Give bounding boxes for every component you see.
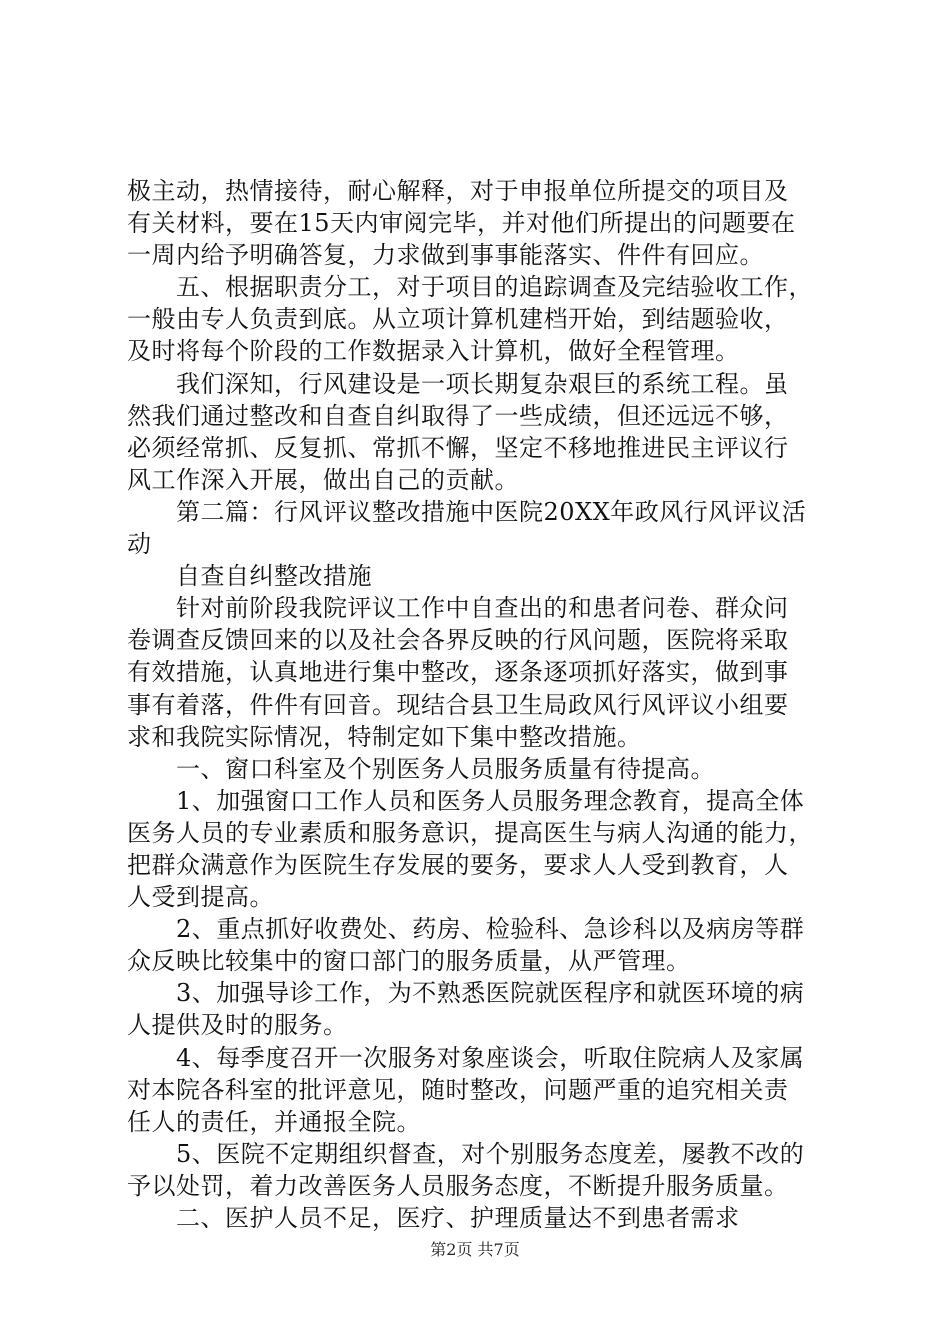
text-line: 五、根据职责分工，对于项目的追踪调查及完结验收工作， bbox=[127, 273, 813, 302]
text-line: 一、窗口科室及个别医务人员服务质量有待提高。 bbox=[127, 754, 715, 783]
page-number-footer: 第2页 共7页 bbox=[430, 1240, 520, 1259]
text-line: 人受到提高。 bbox=[127, 883, 274, 912]
text-line: 一般由专人负责到底。从立项计算机建档开始，到结题验收， bbox=[127, 305, 789, 334]
text-line: 医务人员的专业素质和服务意识，提高医生与病人沟通的能力， bbox=[127, 818, 813, 847]
text-line: 必须经常抓、反复抓、常抓不懈，坚定不移地推进民主评议行 bbox=[127, 433, 789, 462]
text-line: 我们深知，行风建设是一项长期复杂艰巨的系统工程。虽 bbox=[127, 369, 789, 398]
text-line: 1、加强窗口工作人员和医务人员服务理念教育，提高全体 bbox=[127, 786, 805, 815]
text-line: 一周内给予明确答复，力求做到事事能落实、件件有回应。 bbox=[127, 241, 764, 270]
text-line: 卷调查反馈回来的以及社会各界反映的行风问题，医院将采取 bbox=[127, 626, 789, 655]
subheading-line: 自查自纠整改措施 bbox=[127, 562, 372, 591]
text-line: 把群众满意作为医院生存发展的要务，要求人人受到教育，人 bbox=[127, 850, 789, 879]
section-heading-line: 动 bbox=[127, 530, 152, 559]
text-line: 予以处罚，着力改善医务人员服务态度，不断提升服务质量。 bbox=[127, 1171, 789, 1200]
text-line: 及时将每个阶段的工作数据录入计算机，做好全程管理。 bbox=[127, 337, 740, 366]
text-line: 有效措施，认真地进行集中整改，逐条逐项抓好落实，做到事 bbox=[127, 658, 789, 687]
text-line: 5、医院不定期组织督查，对个别服务态度差，屡教不改的 bbox=[127, 1139, 805, 1168]
section-heading-line: 第二篇：行风评议整改措施中医院20XX年政风行风评议活 bbox=[127, 497, 807, 526]
text-line: 4、每季度召开一次服务对象座谈会，听取住院病人及家属 bbox=[127, 1043, 805, 1072]
text-line: 二、医护人员不足，医疗、护理质量达不到患者需求 bbox=[127, 1204, 740, 1232]
text-line: 然我们通过整改和自查自纠取得了一些成绩，但还远远不够， bbox=[127, 401, 789, 430]
text-line: 有关材料，要在15天内审阅完毕，并对他们所提出的问题要在 bbox=[127, 209, 796, 238]
text-line: 众反映比较集中的窗口部门的服务质量，从严管理。 bbox=[127, 947, 691, 976]
document-body bbox=[127, 175, 835, 1234]
text-line: 针对前阶段我院评议工作中自查出的和患者问卷、群众问 bbox=[127, 594, 789, 623]
text-line: 求和我院实际情况，特制定如下集中整改措施。 bbox=[127, 722, 642, 751]
text-line: 事有着落，件件有回音。现结合县卫生局政风行风评议小组要 bbox=[127, 690, 789, 719]
text-line: 对本院各科室的批评意见，随时整改，问题严重的追究相关责 bbox=[127, 1075, 789, 1104]
text-line: 人提供及时的服务。 bbox=[127, 1011, 348, 1040]
text-line: 3、加强导诊工作，为不熟悉医院就医程序和就医环境的病 bbox=[127, 979, 805, 1008]
text-line: 风工作深入开展，做出自己的贡献。 bbox=[127, 465, 519, 494]
text-line: 极主动，热情接待，耐心解释，对于申报单位所提交的项目及 bbox=[127, 177, 789, 205]
text-line: 任人的责任，并通报全院。 bbox=[127, 1107, 421, 1136]
text-line: 2、重点抓好收费处、药房、检验科、急诊科以及病房等群 bbox=[127, 915, 805, 944]
